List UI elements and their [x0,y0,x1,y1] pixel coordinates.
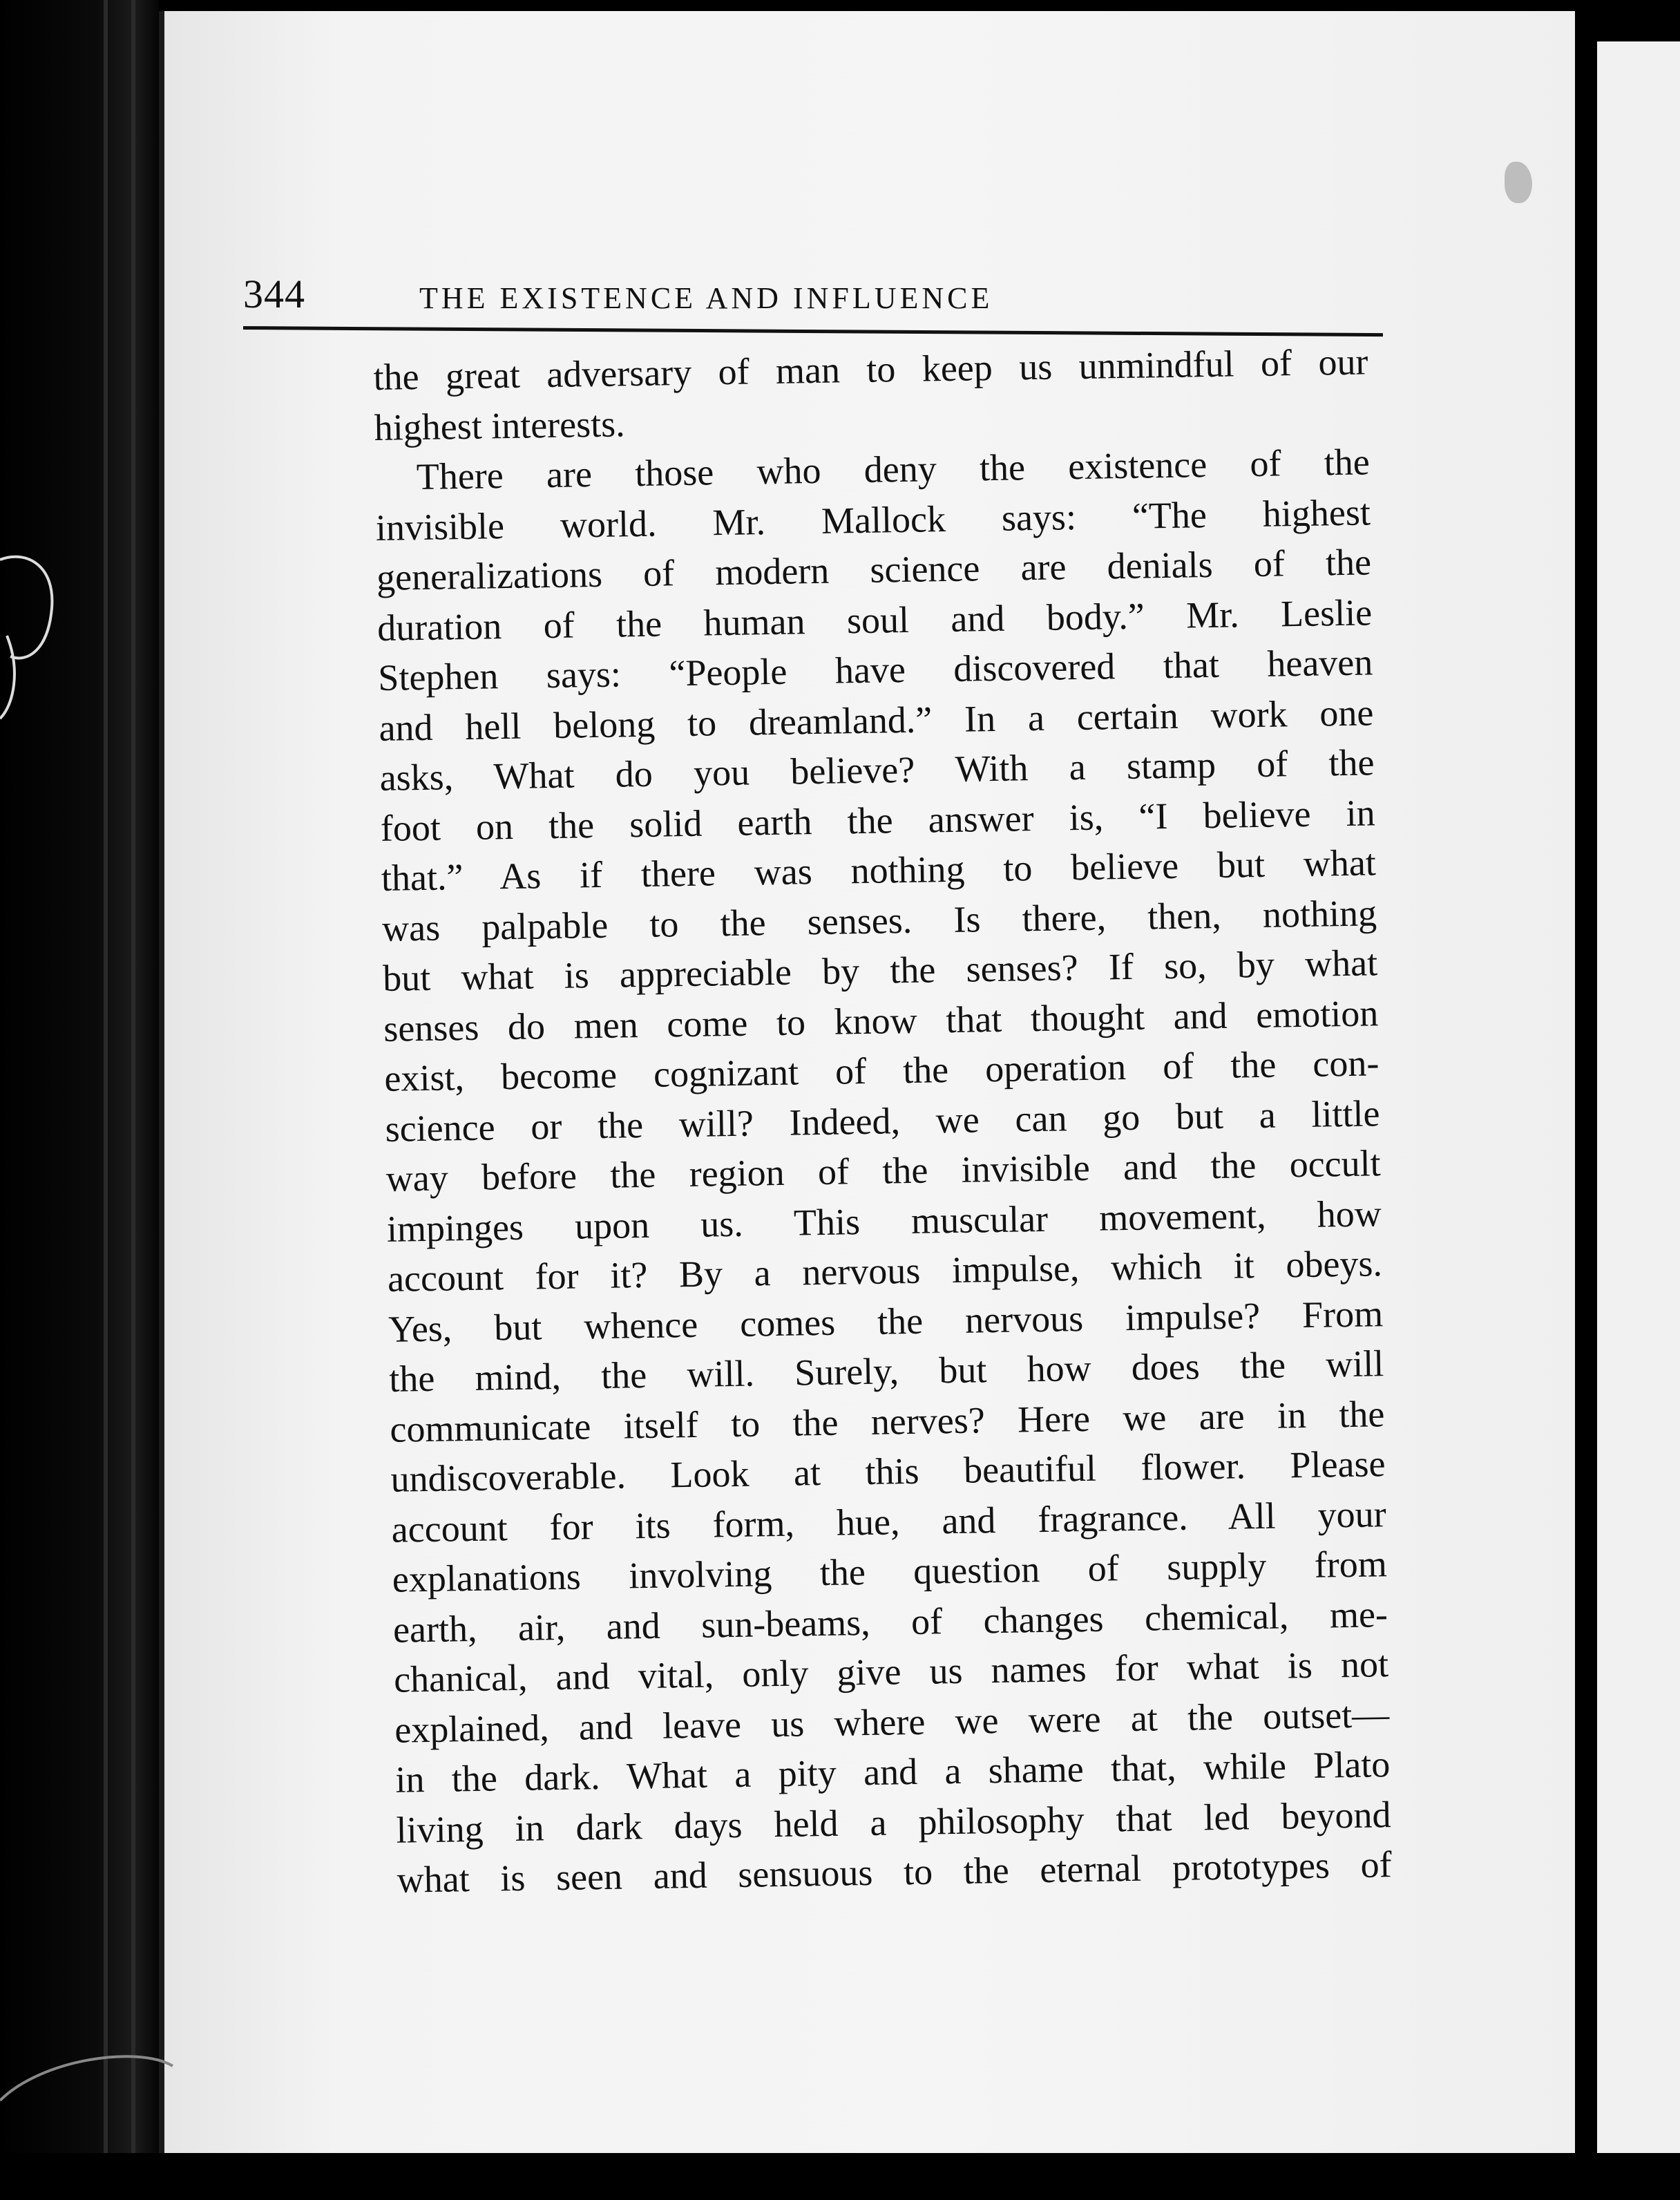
text-line: Stephen says: “People have discovered that heaven [377,641,1373,699]
text-line: asks, What do you believe? With a stamp of the [379,741,1375,799]
text-line: Yes, but whence comes the nervous impulse? From [388,1292,1384,1350]
text-line: what is seen and sensuous to the eternal prototypes of [397,1843,1393,1901]
page-header [243,271,1383,333]
text-line: account for its form, hue, and fragrance. All your [391,1492,1387,1551]
text-line: in the dark. What a pity and a shame that, while Plato [394,1743,1391,1801]
text-line: highest interests. [374,402,626,448]
binding-string-mark [0,546,62,726]
page-number: 344 [243,272,305,316]
text-line: living in dark days held a philosophy that led beyond [396,1793,1391,1851]
body-text [373,336,1392,1905]
text-line: explanations involving the question of supply from [392,1543,1388,1600]
page-blemish [1505,162,1532,203]
scan-border-bottom [0,2153,1680,2200]
text-line: impinges upon us. This muscular movement, how [386,1192,1382,1250]
text-line: and hell belong to dreamland.” In a certain work one [379,691,1374,749]
text-line: foot on the solid earth the answer is, “I believe in [380,791,1376,849]
binding-edge [131,0,135,2200]
text-line: but what is appreciable by the senses? If so, by what [382,942,1378,999]
text-line: duration of the human soul and body.” Mr. Leslie [376,591,1373,649]
text-line: generalizations of modern science are denials of the [376,541,1372,598]
binding-curve-mark [0,2018,180,2156]
text-line: science or the will? Indeed, we can go but a little [385,1092,1380,1150]
text-line: account for it? By a nervous impulse, which it obeys. [387,1242,1383,1300]
text-line: undiscoverable. Look at this beautiful flower. Please [390,1443,1386,1500]
text-line: invisible world. Mr. Mallock says: “The highest [375,491,1371,549]
text-line: earth, air, and sun-beams, of changes chemical, me- [392,1593,1388,1651]
text-line: the great adversary of man to keep us unmindful of our [373,341,1368,398]
text-line: There are those who deny the existence of the [416,441,1371,498]
text-line: chanical, and vital, only give us names for what is not [393,1643,1389,1700]
text-line: that.” As if there was nothing to believe but what [381,842,1377,899]
binding-edge [104,0,108,2200]
book-binding-left [0,0,159,2200]
text-line: way before the region of the invisible and the occult [385,1142,1382,1199]
text-line: the mind, the will. Surely, but how does the will [388,1343,1384,1400]
text-line: senses do men come to know that thought and emotion [383,992,1379,1050]
text-line: communicate itself to the nerves? Here we are in the [390,1392,1385,1450]
text-line: was palpable to the senses. Is there, then, nothing [381,891,1377,949]
facing-page-strip [1590,41,1680,2156]
facing-page-edge [1575,0,1680,2200]
text-line: exist, become cognizant of the operation of the con- [384,1042,1380,1099]
running-head: THE EXISTENCE AND INFLUENCE [419,281,993,315]
text-line: explained, and leave us where we were at the outset— [394,1693,1390,1751]
